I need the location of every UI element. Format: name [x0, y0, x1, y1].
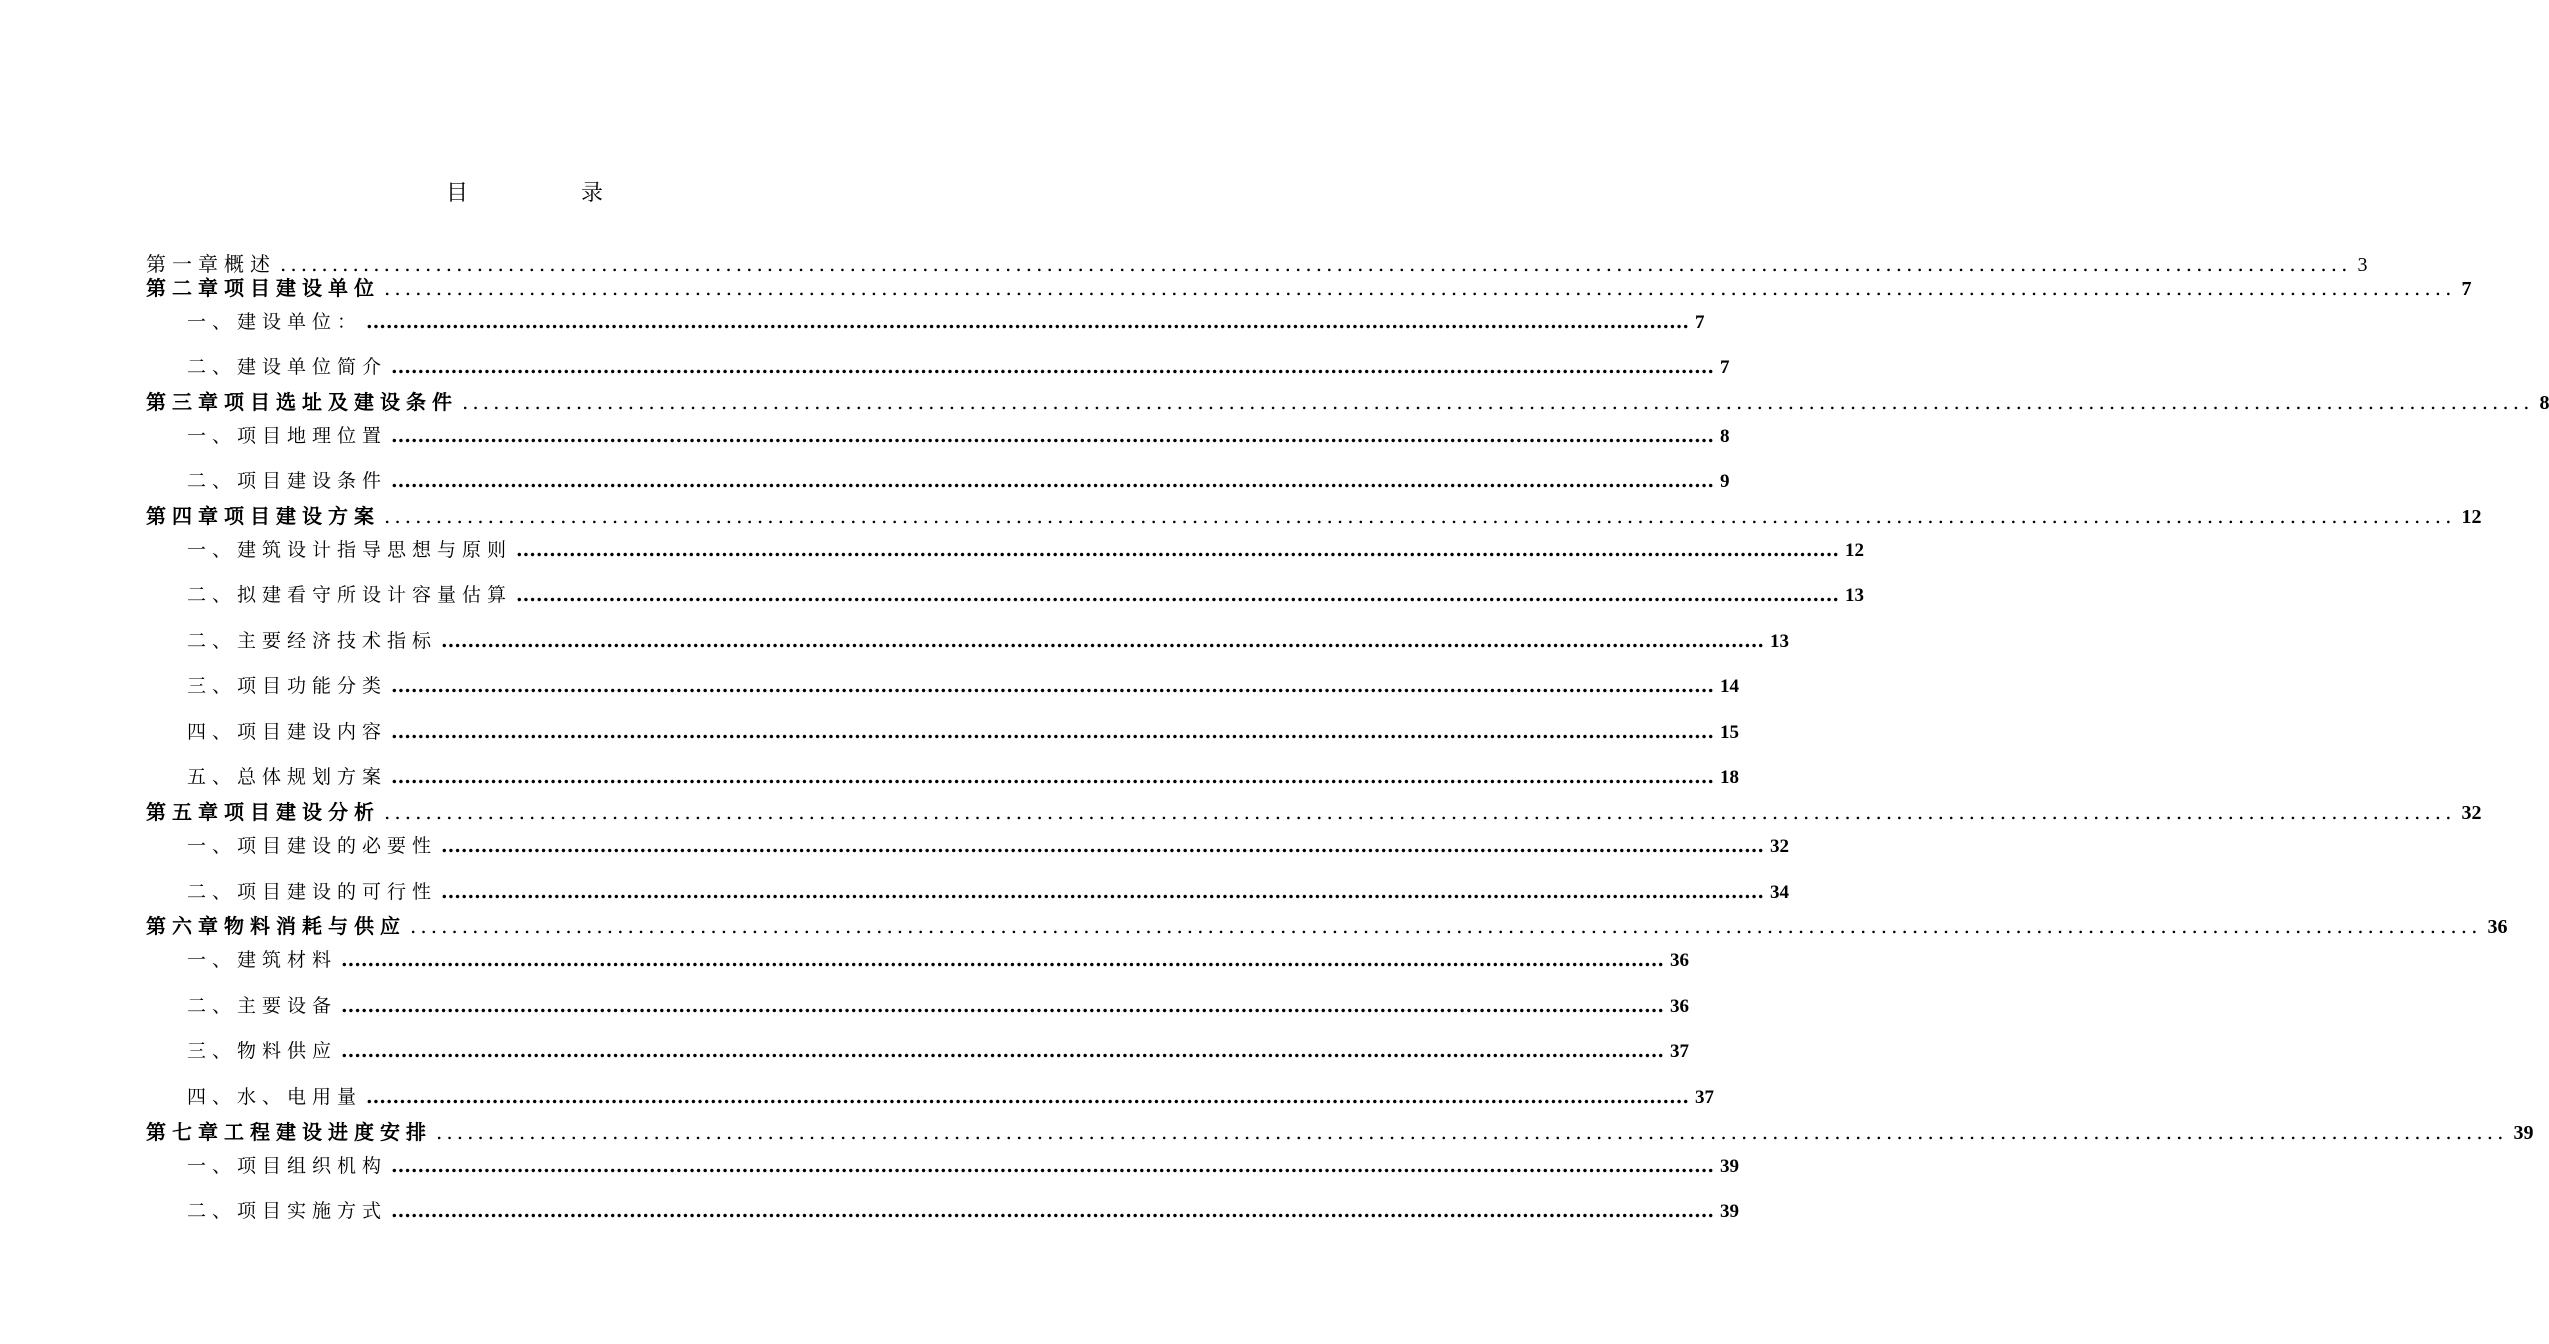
toc-leader-dots: ........................................................................................................................................................................................................ [280, 252, 2352, 276]
toc-leader-dots: ........................................................................................................................................................................................................ [341, 949, 1664, 971]
toc-entry-page-number: 12 [2461, 506, 2482, 528]
toc-entry-label: 项目实施方式 [237, 1200, 388, 1222]
toc-leader-dots: ........................................................................................................................................................................................................ [516, 539, 1839, 561]
toc-entry-label: 建筑设计指导思想与原则 [237, 539, 513, 561]
toc-entry-page-number: 37 [1669, 1041, 1689, 1062]
toc-title-char-2: 录 [581, 181, 604, 206]
toc-entry-label: 概述 [224, 252, 276, 276]
toc-section-row [187, 946, 1689, 974]
toc-section-row [187, 627, 1789, 655]
toc-leader-dots: ........................................................................................................................................................................................................ [341, 1040, 1664, 1062]
toc-entry-label: 总体规划方案 [237, 766, 388, 788]
toc-entry-page-number: 13 [1769, 631, 1789, 652]
toc-section-row [187, 422, 1730, 450]
toc-leader-dots: ........................................................................................................................................................................................................ [391, 1200, 1714, 1222]
toc-section-row [187, 308, 1705, 336]
toc-entry-label: 项目建设方案 [224, 504, 380, 528]
toc-section-row [187, 718, 1739, 746]
toc-leader-dots: ........................................................................................................................................................................................................ [441, 881, 1764, 903]
toc-leader-dots: ........................................................................................................................................................................................................ [384, 276, 2456, 300]
toc-leader-dots: ........................................................................................................................................................................................................ [341, 995, 1664, 1017]
toc-entry-page-number: 18 [1719, 767, 1739, 788]
toc-entry-label: 项目建设的可行性 [237, 881, 438, 903]
toc-leader-dots: ........................................................................................................................................................................................................ [391, 721, 1714, 743]
toc-entry-number: 一、 [187, 311, 238, 333]
toc-entry-label: 水、电用量 [237, 1086, 363, 1108]
toc-entry-number: 五、 [187, 766, 238, 788]
toc-section-row [187, 581, 1864, 609]
toc-entry-number: 四、 [187, 721, 238, 743]
toc-entry-number: 二、 [187, 881, 238, 903]
toc-entry-page-number: 32 [1769, 836, 1789, 857]
toc-entry-page-number: 34 [1769, 882, 1789, 903]
toc-entry-number: 一、 [187, 539, 238, 561]
toc-entry-number: 二、 [187, 1200, 238, 1222]
toc-entry-page-number: 9 [1719, 471, 1730, 492]
toc-entry-number: 第六章 [146, 914, 224, 938]
toc-entry-number: 一、 [187, 835, 238, 857]
toc-section-row [187, 467, 1730, 495]
toc-entry-label: 物料供应 [237, 1040, 338, 1062]
toc-section-row [187, 672, 1739, 700]
toc-leader-dots: ........................................................................................................................................................................................................ [384, 504, 2456, 528]
toc-leader-dots: ........................................................................................................................................................................................................ [391, 766, 1714, 788]
toc-entry-label: 项目功能分类 [237, 675, 388, 697]
toc-section-row [187, 878, 1789, 906]
toc-entry-label: 建设单位简介 [237, 356, 388, 378]
toc-entry-page-number: 37 [1694, 1087, 1714, 1108]
toc-leader-dots: ........................................................................................................................................................................................................ [441, 630, 1764, 652]
toc-entry-number: 二、 [187, 470, 238, 492]
toc-section-row [187, 1197, 1739, 1225]
toc-entry-label: 项目建设单位 [224, 276, 380, 300]
toc-leader-dots: ........................................................................................................................................................................................................ [384, 800, 2456, 824]
toc-entry-label: 项目选址及建设条件 [224, 390, 458, 414]
toc-section-row [187, 353, 1730, 381]
toc-section-row [187, 1083, 1714, 1111]
toc-entry-number: 一、 [187, 425, 238, 447]
toc-entry-label: 项目建设条件 [237, 470, 388, 492]
toc-leader-dots: ........................................................................................................................................................................................................ [391, 470, 1714, 492]
toc-entry-page-number: 36 [1669, 996, 1689, 1017]
toc-entry-page-number: 3 [2357, 254, 2368, 276]
toc-leader-dots: ........................................................................................................................................................................................................ [516, 584, 1839, 606]
toc-leader-dots: ........................................................................................................................................................................................................ [391, 356, 1714, 378]
toc-chapter-row [146, 1118, 2534, 1146]
toc-leader-dots: ........................................................................................................................................................................................................ [391, 1155, 1714, 1177]
toc-entry-number: 一、 [187, 1155, 238, 1177]
toc-entry-page-number: 32 [2461, 802, 2482, 824]
toc-entry-number: 第四章 [146, 504, 224, 528]
toc-leader-dots: ........................................................................................................................................................................................................ [391, 675, 1714, 697]
toc-entry-number: 第五章 [146, 800, 224, 824]
toc-entry-number: 第七章 [146, 1120, 224, 1144]
toc-leader-dots: ........................................................................................................................................................................................................ [462, 390, 2534, 414]
toc-entry-number: 三、 [187, 1040, 238, 1062]
toc-section-row [187, 832, 1789, 860]
toc-entry-page-number: 7 [1719, 357, 1730, 378]
toc-entry-page-number: 36 [1669, 950, 1689, 971]
toc-entry-label: 建设单位： [237, 311, 363, 333]
toc-section-row [187, 763, 1739, 791]
toc-title-char-1: 目 [446, 181, 469, 206]
toc-entry-page-number: 8 [1719, 426, 1730, 447]
toc-entry-page-number: 7 [1694, 312, 1705, 333]
toc-section-row [187, 992, 1689, 1020]
toc-entry-number: 第三章 [146, 390, 224, 414]
toc-entry-label: 项目建设内容 [237, 721, 388, 743]
toc-entry-label: 项目组织机构 [237, 1155, 388, 1177]
toc-leader-dots: ........................................................................................................................................................................................................ [436, 1120, 2508, 1144]
toc-entry-label: 项目建设分析 [224, 800, 380, 824]
toc-entry-page-number: 39 [1719, 1201, 1739, 1222]
toc-entry-page-number: 15 [1719, 722, 1739, 743]
toc-entry-number: 二、 [187, 584, 238, 606]
toc-entry-number: 二、 [187, 356, 238, 378]
toc-entry-number: 三、 [187, 675, 238, 697]
toc-entry-page-number: 12 [1844, 540, 1864, 561]
toc-section-row [187, 1037, 1689, 1065]
toc-chapter-row [146, 912, 2508, 940]
toc-section-row [187, 1152, 1739, 1180]
toc-entry-number: 第一章 [146, 252, 224, 276]
toc-entry-label: 工程建设进度安排 [224, 1120, 432, 1144]
toc-leader-dots: ........................................................................................................................................................................................................ [441, 835, 1764, 857]
toc-chapter-row [146, 388, 2549, 416]
toc-entry-page-number: 14 [1719, 676, 1739, 697]
toc-entry-page-number: 39 [1719, 1156, 1739, 1177]
toc-section-row [187, 536, 1864, 564]
toc-entry-label: 项目建设的必要性 [237, 835, 438, 857]
toc-entry-number: 一、 [187, 949, 238, 971]
toc-entry-number: 四、 [187, 1086, 238, 1108]
toc-entry-label: 项目地理位置 [237, 425, 388, 447]
toc-entry-label: 建筑材料 [237, 949, 338, 971]
toc-entry-number: 第二章 [146, 276, 224, 300]
toc-entry-label: 物料消耗与供应 [224, 914, 406, 938]
toc-chapter-row [146, 502, 2482, 530]
toc-chapter-row [146, 798, 2482, 826]
toc-entry-page-number: 7 [2461, 278, 2472, 300]
toc-leader-dots: ........................................................................................................................................................................................................ [366, 1086, 1689, 1108]
toc-entry-number: 二、 [187, 995, 238, 1017]
toc-entry-label: 拟建看守所设计容量估算 [237, 584, 513, 606]
toc-entry-page-number: 8 [2539, 392, 2549, 414]
toc-entry-page-number: 39 [2513, 1122, 2534, 1144]
toc-entry-label: 主要设备 [237, 995, 338, 1017]
toc-entry-page-number: 13 [1844, 585, 1864, 606]
toc-entry-number: 二、 [187, 630, 238, 652]
toc-entry-page-number: 36 [2487, 916, 2508, 938]
toc-chapter-row [146, 274, 2472, 302]
toc-leader-dots: ........................................................................................................................................................................................................ [366, 311, 1689, 333]
toc-leader-dots: ........................................................................................................................................................................................................ [410, 914, 2482, 938]
toc-entry-label: 主要经济技术指标 [237, 630, 438, 652]
toc-leader-dots: ........................................................................................................................................................................................................ [391, 425, 1714, 447]
